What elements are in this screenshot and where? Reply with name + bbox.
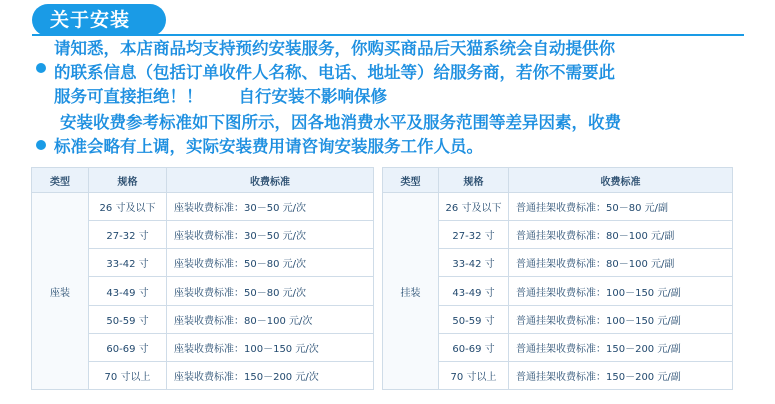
header-type: 类型 xyxy=(383,168,439,193)
seat-install-fee-table xyxy=(31,167,374,390)
fee-cell: 座装收费标准：150－200 元/次 xyxy=(167,361,374,389)
fee-cell: 普通挂架收费标准：80－100 元/副 xyxy=(509,249,733,277)
bullet-dot-icon xyxy=(36,140,46,150)
header-fee: 收费标准 xyxy=(167,168,374,193)
fee-cell: 普通挂架收费标准：150－200 元/副 xyxy=(509,333,733,361)
notice-line: 请知悉，本店商品均支持预约安装服务，你购买商品后天猫系统会自动提供你 xyxy=(54,39,615,58)
size-cell: 60-69 寸 xyxy=(89,333,167,361)
table-header-row xyxy=(32,168,374,193)
notice-paragraph-1 xyxy=(54,37,754,109)
size-cell: 70 寸以上 xyxy=(439,361,509,389)
notice-line: 安装收费参考标准如下图所示，因各地消费水平及服务范围等差异因素，收费 xyxy=(60,113,621,132)
size-cell: 27-32 寸 xyxy=(439,221,509,249)
size-cell: 43-49 寸 xyxy=(89,277,167,305)
header-type: 类型 xyxy=(32,168,89,193)
section-divider xyxy=(32,34,744,36)
size-cell: 26 寸及以下 xyxy=(89,193,167,221)
notice-line: 标准会略有上调，实际安装费用请咨询安装服务工作人员。 xyxy=(54,137,483,156)
fee-cell: 普通挂架收费标准：100－150 元/副 xyxy=(509,305,733,333)
fee-cell: 座装收费标准：50－80 元/次 xyxy=(167,277,374,305)
size-cell: 27-32 寸 xyxy=(89,221,167,249)
fee-cell: 座装收费标准：50－80 元/次 xyxy=(167,249,374,277)
header-size: 规格 xyxy=(89,168,167,193)
size-cell: 43-49 寸 xyxy=(439,277,509,305)
install-type-cell: 挂装 xyxy=(383,193,439,390)
wall-mount-fee-table xyxy=(382,167,733,390)
table-row xyxy=(32,193,374,221)
warranty-note: 自行安装不影响保修 xyxy=(238,87,387,106)
fee-cell: 普通挂架收费标准：50－80 元/副 xyxy=(509,193,733,221)
notice-line: 的联系信息（包括订单收件人名称、电话、地址等）给服务商，若你不需要此 xyxy=(54,63,615,82)
fee-cell: 座装收费标准：80－100 元/次 xyxy=(167,305,374,333)
install-type-cell: 座装 xyxy=(32,193,89,390)
table-row xyxy=(383,193,733,221)
fee-cell: 座装收费标准：30－50 元/次 xyxy=(167,221,374,249)
fee-cell: 普通挂架收费标准：80－100 元/副 xyxy=(509,221,733,249)
section-title: 关于安装 xyxy=(50,9,131,31)
section-title-tab xyxy=(32,4,166,36)
size-cell: 26 寸及以下 xyxy=(439,193,509,221)
table-header-row xyxy=(383,168,733,193)
fee-cell: 座装收费标准：30－50 元/次 xyxy=(167,193,374,221)
fee-cell: 座装收费标准：100－150 元/次 xyxy=(167,333,374,361)
bullet-dot-icon xyxy=(36,63,46,73)
header-fee: 收费标准 xyxy=(509,168,733,193)
size-cell: 70 寸以上 xyxy=(89,361,167,389)
header-size: 规格 xyxy=(439,168,509,193)
size-cell: 33-42 寸 xyxy=(89,249,167,277)
size-cell: 50-59 寸 xyxy=(89,305,167,333)
size-cell: 33-42 寸 xyxy=(439,249,509,277)
notice-paragraph-2 xyxy=(54,111,754,159)
size-cell: 50-59 寸 xyxy=(439,305,509,333)
size-cell: 60-69 寸 xyxy=(439,333,509,361)
fee-cell: 普通挂架收费标准：150－200 元/副 xyxy=(509,361,733,389)
fee-cell: 普通挂架收费标准：100－150 元/副 xyxy=(509,277,733,305)
notice-line-last xyxy=(54,85,754,109)
notice-line-text: 服务可直接拒绝！！ xyxy=(54,87,203,106)
